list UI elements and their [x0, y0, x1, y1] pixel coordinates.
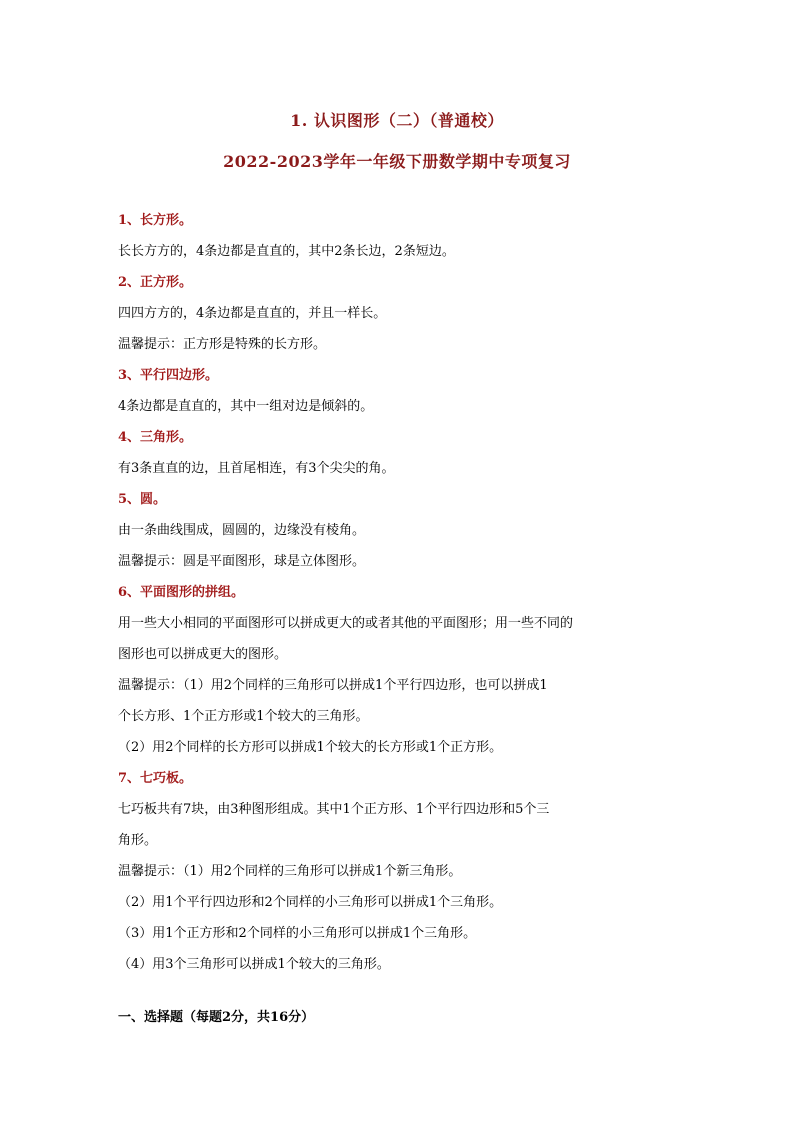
section-heading: 3、平行四边形。: [118, 368, 219, 383]
document-title: 1. 认识图形（二）（普通校）: [290, 111, 504, 130]
paragraph-line: 温馨提示：圆是平面图形，球是立体图形。: [118, 554, 366, 569]
section-heading: 7、七巧板。: [118, 771, 193, 786]
section-title: 一、选择题（每题2分，共16分）: [118, 1010, 315, 1025]
paragraph-line: 图形也可以拼成更大的图形。: [118, 647, 288, 662]
paragraph-line: 有3条直直的边，且首尾相连，有3个尖尖的角。: [118, 461, 395, 476]
section-heading: 5、圆。: [118, 492, 167, 507]
paragraph-line: 个长方形、1个正方形或1个较大的三角形。: [118, 709, 369, 724]
paragraph-line: （3）用1个正方形和2个同样的小三角形可以拼成1个三角形。: [118, 926, 477, 941]
section-heading: 1、长方形。: [118, 213, 193, 228]
paragraph-line: 由一条曲线围成，圆圆的，边缘没有棱角。: [118, 523, 366, 538]
paragraph-line: 角形。: [118, 833, 158, 848]
content-body: [118, 205, 678, 980]
paragraph-line: （4）用3个三角形可以拼成1个较大的三角形。: [118, 957, 390, 972]
paragraph-line: 4条边都是直直的，其中一组对边是倾斜的。: [118, 399, 374, 414]
paragraph-line: 用一些大小相同的平面图形可以拼成更大的或者其他的平面图形；用一些不同的: [118, 616, 574, 631]
paragraph-line: 七巧板共有7块，由3种图形组成。其中1个正方形、1个平行四边形和5个三: [118, 802, 550, 817]
paragraph-line: （2）用1个平行四边形和2个同样的小三角形可以拼成1个三角形。: [118, 895, 503, 910]
paragraph-line: 四四方方的，4条边都是直直的，并且一样长。: [118, 306, 387, 321]
document-subtitle: 2022-2023学年一年级下册数学期中专项复习: [223, 152, 571, 171]
paragraph-line: （2）用2个同样的长方形可以拼成1个较大的长方形或1个正方形。: [118, 740, 503, 755]
paragraph-line: 温馨提示：正方形是特殊的长方形。: [118, 337, 327, 352]
paragraph-line: 长长方方的，4条边都是直直的，其中2条长边，2条短边。: [118, 244, 455, 259]
paragraph-line: 温馨提示：（1）用2个同样的三角形可以拼成1个平行四边形，也可以拼成1: [118, 678, 548, 693]
section-heading: 2、正方形。: [118, 275, 193, 290]
section-heading: 4、三角形。: [118, 430, 193, 445]
section-heading: 6、平面图形的拼组。: [118, 585, 245, 600]
paragraph-line: 温馨提示：（1）用2个同样的三角形可以拼成1个新三角形。: [118, 864, 462, 879]
